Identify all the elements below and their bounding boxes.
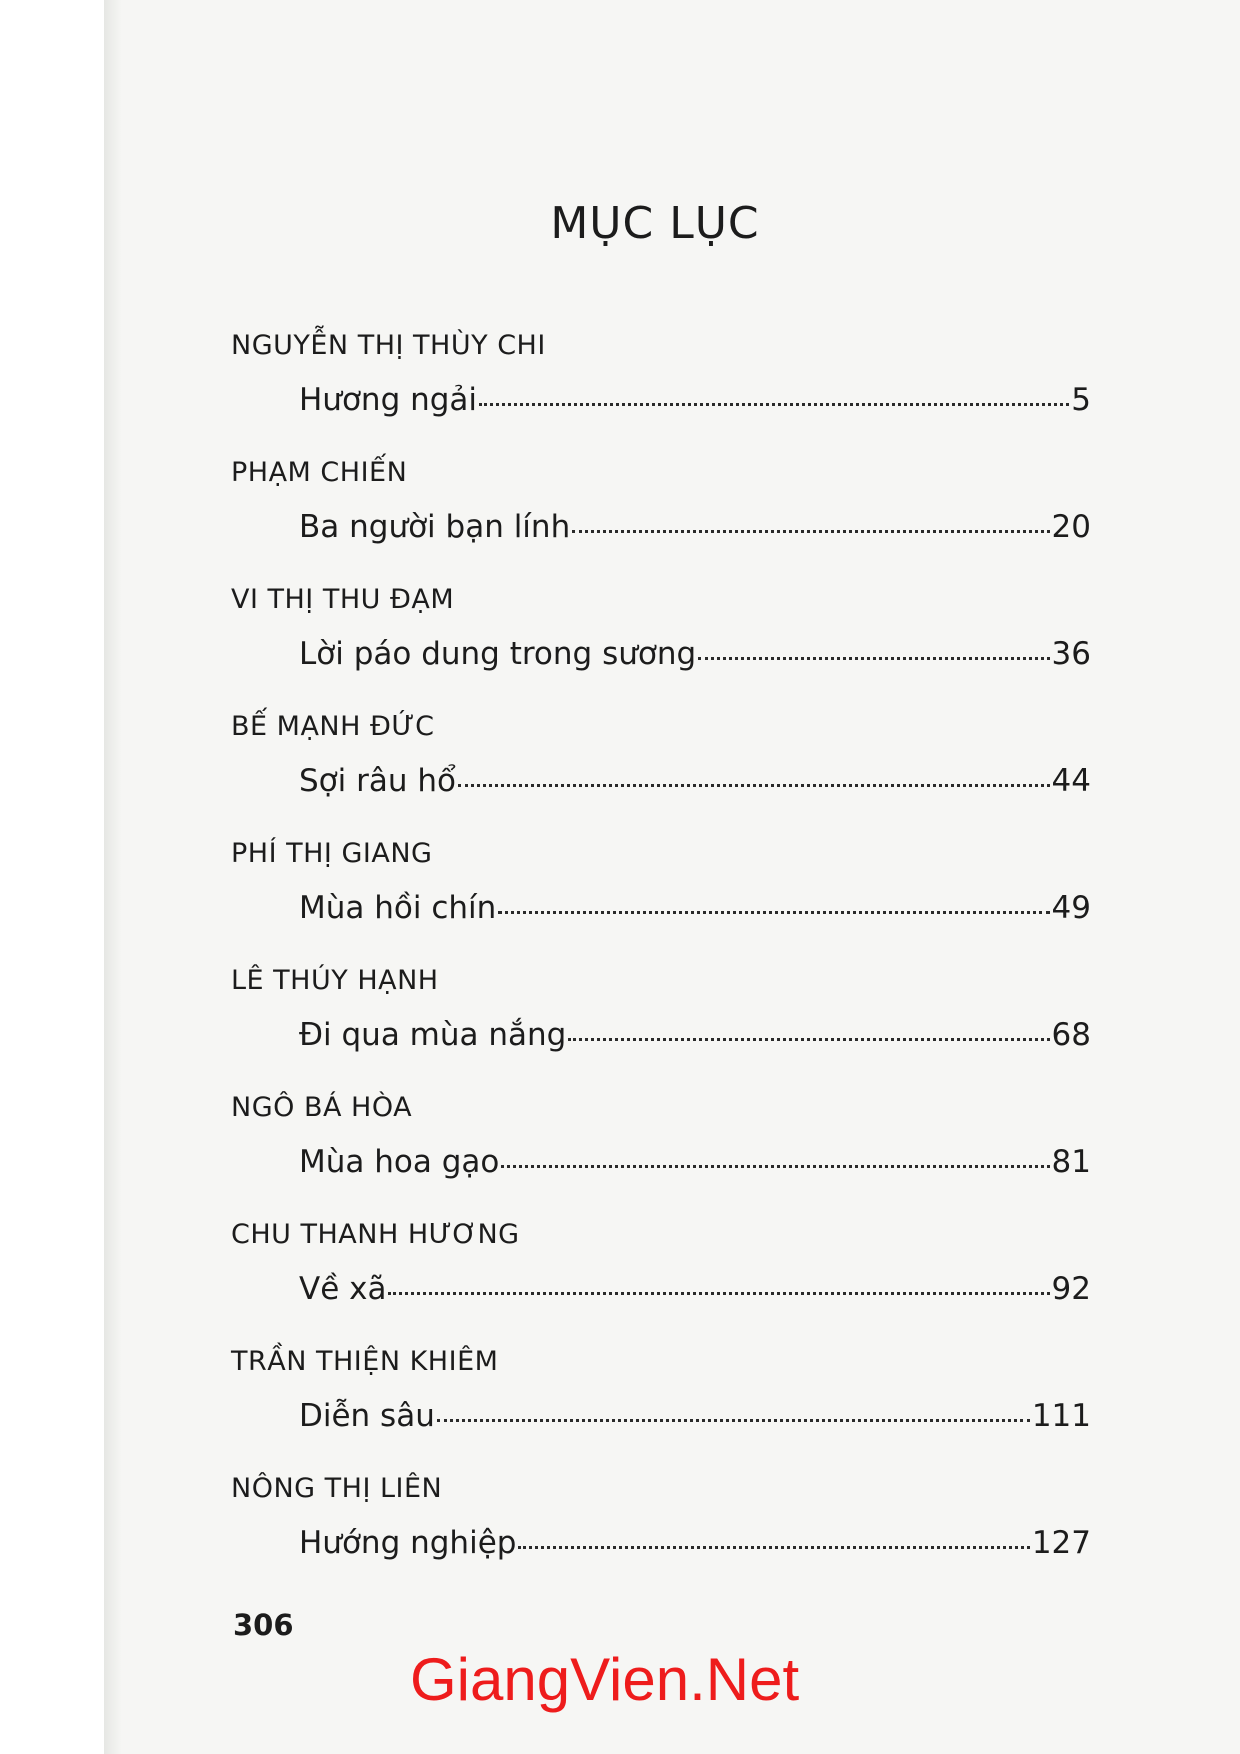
page-edge-shadow [104, 0, 122, 1754]
dot-leader [479, 399, 1069, 406]
toc-author: TRẦN THIỆN KHIÊM [231, 1346, 499, 1377]
toc-author: CHU THANH HƯƠNG [231, 1219, 520, 1250]
toc-entry [231, 330, 1091, 457]
toc-story-title: Về xã [299, 1271, 387, 1307]
toc-story-title: Hương ngải [299, 382, 478, 418]
toc-page-number: 68 [1051, 1017, 1091, 1053]
toc-author: NGUYỄN THỊ THÙY CHI [231, 330, 546, 361]
toc-entry [231, 965, 1091, 1092]
dot-leader [518, 1542, 1029, 1549]
toc-story-line [299, 1525, 1091, 1561]
toc-entry [231, 457, 1091, 584]
toc-entry [231, 838, 1091, 965]
toc-story-title: Mùa hoa gạo [299, 1144, 500, 1180]
toc-story-title: Mùa hồi chín [299, 890, 497, 926]
toc-story-title: Lời páo dung trong sương [299, 636, 697, 672]
toc-page-number: 20 [1051, 509, 1091, 545]
page-title: MỤC LỤC [550, 198, 760, 249]
toc-story-title: Diễn sâu [299, 1398, 435, 1434]
toc-author: BẾ MẠNH ĐỨC [231, 711, 435, 742]
toc-story-line [299, 1144, 1091, 1180]
watermark: GiangVien.Net [410, 1646, 800, 1713]
toc-entry [231, 584, 1091, 711]
toc-author: PHẠM CHIẾN [231, 457, 408, 488]
page-folio-number: 306 [233, 1608, 294, 1642]
dot-leader [458, 780, 1050, 787]
toc-story-title: Sợi râu hổ [299, 763, 456, 799]
toc-story-line [299, 763, 1091, 799]
dot-leader [568, 1034, 1049, 1041]
toc-entry [231, 1473, 1091, 1600]
table-of-contents [231, 330, 1091, 1600]
toc-story-line [299, 509, 1091, 545]
dot-leader [388, 1288, 1049, 1295]
toc-story-line [299, 1271, 1091, 1307]
toc-entry [231, 1219, 1091, 1346]
dot-leader [572, 526, 1049, 533]
toc-author: VI THỊ THU ĐẠM [231, 584, 455, 615]
toc-story-line [299, 1017, 1091, 1053]
dot-leader [437, 1415, 1030, 1422]
toc-entry [231, 711, 1091, 838]
toc-author: NGÔ BÁ HÒA [231, 1092, 413, 1123]
toc-page-number: 36 [1051, 636, 1091, 672]
toc-author: LÊ THÚY HẠNH [231, 965, 439, 996]
toc-author: NÔNG THỊ LIÊN [231, 1473, 443, 1504]
toc-story-line [299, 1398, 1091, 1434]
dot-leader [498, 907, 1049, 914]
toc-page-number: 5 [1071, 382, 1091, 418]
toc-story-title: Hướng nghiệp [299, 1525, 517, 1561]
toc-page-number: 44 [1051, 763, 1091, 799]
toc-page-number: 127 [1031, 1525, 1091, 1561]
toc-entry [231, 1346, 1091, 1473]
toc-story-title: Đi qua mùa nắng [299, 1017, 567, 1053]
toc-page-number: 49 [1051, 890, 1091, 926]
toc-page-number: 111 [1031, 1398, 1091, 1434]
toc-author: PHÍ THỊ GIANG [231, 838, 433, 869]
dot-leader [698, 653, 1049, 660]
toc-page-number: 92 [1051, 1271, 1091, 1307]
dot-leader [501, 1161, 1049, 1168]
toc-story-title: Ba người bạn lính [299, 509, 571, 545]
toc-story-line [299, 636, 1091, 672]
toc-story-line [299, 890, 1091, 926]
toc-entry [231, 1092, 1091, 1219]
toc-story-line [299, 382, 1091, 418]
toc-page-number: 81 [1051, 1144, 1091, 1180]
